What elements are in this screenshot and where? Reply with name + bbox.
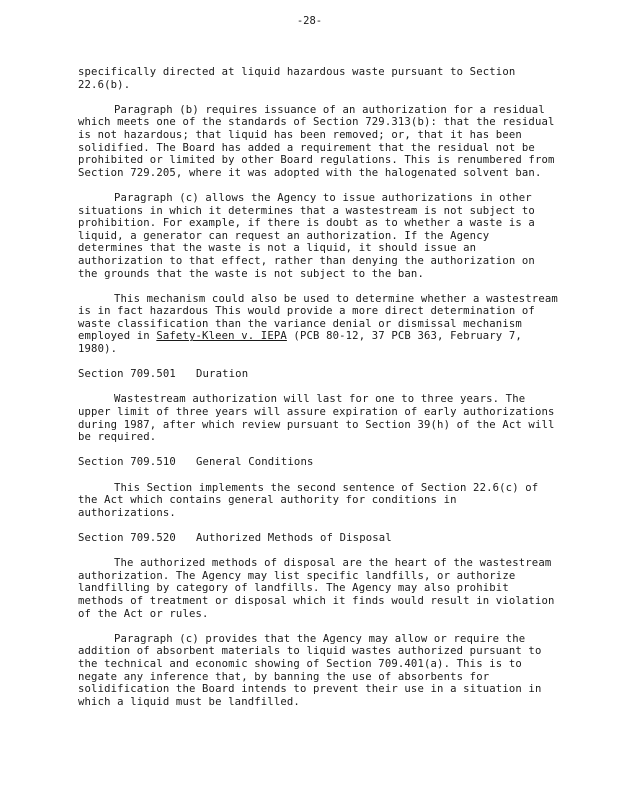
- paragraph-absorbents: Paragraph (c) provides that the Agency may allow or require the addition of absorbent materials to liquid wastes authorized pursuant to the technical and economic showing of Section 709.401(a). This is to negate any inference that, by banning the use of absorbents for solidification the Board intends to prevent their use in a situation in which a liquid must be landfilled.: [78, 632, 542, 708]
- paragraph-authorized-methods: The authorized methods of disposal are the heart of the wastestream authorization. The Agency may list specific landfills, or authorize landfilling by category of landfills. The Agency may also prohibit methods of treatment or disposal which it finds would result in violation of the Act or rules.: [78, 557, 555, 620]
- paragraph-duration: Wastestream authorization will last for one to three years. The upper limit of three years will assure expiration of early authorizations during 1987, after which review pursuant to Section 39(h) of the Act will be required.: [78, 393, 555, 444]
- case-citation: Safety-Kleen v. IEPA: [156, 330, 287, 343]
- page-number: -28-: [296, 15, 323, 27]
- paragraph-c-other-situations: Paragraph (c) allows the Agency to issue authorizations in other situations in which it determines that a wastestream is not subject to prohibition. For example, if there is doubt as to whether a waste is a liquid, a generator can request an authorization. If the Agency determines that the waste is not a liquid, it should issue an authorization to that effect, rather than denying the authorization on the grounds that the waste is not subject to the ban.: [78, 191, 535, 280]
- section-title: Duration: [196, 368, 249, 381]
- section-number: Section 709.501: [78, 368, 176, 381]
- section-heading-authorized-methods: [78, 532, 558, 545]
- paragraph-mechanism-text-start: This mechanism could also be used to determine whether a wastestream is in fact hazardous This would provide a more direct determination of waste classification than the variance denial or dismissal mechanism employed in: [78, 292, 558, 343]
- section-heading-duration: [78, 368, 558, 381]
- document-body: [78, 66, 558, 721]
- section-title: General Conditions: [196, 456, 314, 469]
- paragraph-mechanism: [78, 293, 558, 356]
- section-heading-general-conditions: [78, 456, 558, 469]
- section-number: Section 709.520: [78, 531, 176, 544]
- section-title: Authorized Methods of Disposal: [196, 531, 392, 544]
- section-number: Section 709.510: [78, 456, 176, 469]
- paragraph-mechanism-text-end: (PCB 80-12, 37 PCB 363, February 7, 1980).: [78, 330, 522, 356]
- paragraph-continuation: specifically directed at liquid hazardous waste pursuant to Section 22.6(b).: [78, 66, 516, 91]
- paragraph-general-conditions: This Section implements the second sentence of Section 22.6(c) of the Act which contains general authority for conditions in authorizations.: [78, 481, 539, 519]
- paragraph-b-residual: Paragraph (b) requires issuance of an authorization for a residual which meets one of the standards of Section 729.313(b): that the residual is not hazardous; that liquid has been removed; or, that it has been solidified. The Board has added a requirement that the residual not be prohibited or limited by other Board regulations. This is renumbered from Section 729.205, where it was adopted with the halogenated solvent ban.: [78, 103, 555, 179]
